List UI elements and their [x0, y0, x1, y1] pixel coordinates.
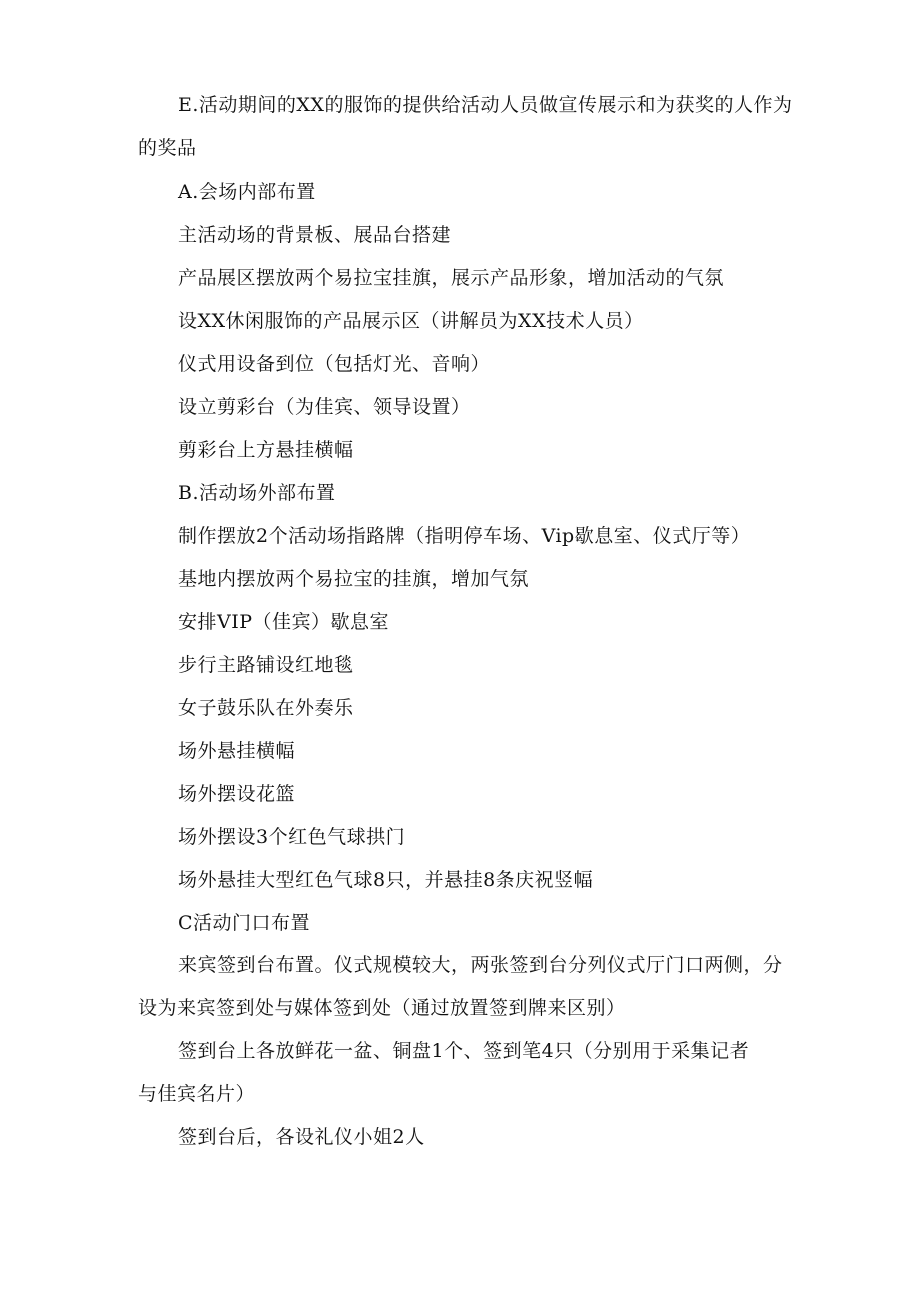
- paragraph-drum-band: 女子鼓乐队在外奏乐: [178, 697, 354, 719]
- paragraph-e-prizes: E.活动期间的XX的服饰的提供给活动人员做宣传展示和为获奖的人作为的奖品: [138, 94, 793, 159]
- paragraph-red-carpet: 步行主路铺设红地毯: [178, 654, 354, 676]
- paragraph-etiquette-staff: 签到台后，各设礼仪小姐2人: [178, 1126, 425, 1148]
- paragraph-signposts: 制作摆放2个活动场指路牌（指明停车场、Vip歇息室、仪式厅等）: [178, 525, 751, 547]
- paragraph-ribbon-stage: 设立剪彩台（为佳宾、领导设置）: [178, 396, 471, 418]
- paragraph-balloon-arches: 场外摆设3个红色气球拱门: [178, 826, 406, 848]
- heading-c-entrance: C活动门口布置: [178, 912, 311, 934]
- paragraph-desk-items: 签到台上各放鲜花一盆、铜盘1个、签到笔4只（分别用于采集记者与佳宾名片）: [138, 1040, 750, 1105]
- paragraph-vip-lounge: 安排VIP（佳宾）歇息室: [178, 611, 390, 633]
- paragraph-giant-balloons: 场外悬挂大型红色气球8只，并悬挂8条庆祝竖幅: [178, 869, 594, 891]
- paragraph-flower-baskets: 场外摆设花篮: [178, 783, 296, 805]
- paragraph-base-banners: 基地内摆放两个易拉宝的挂旗，增加气氛: [178, 568, 530, 590]
- paragraph-showcase-area: 设XX休闲服饰的产品展示区（讲解员为XX技术人员）: [178, 310, 644, 332]
- heading-a-venue-interior: A.会场内部布置: [178, 181, 316, 203]
- heading-b-venue-exterior: B.活动场外部布置: [178, 482, 336, 504]
- paragraph-backdrop: 主活动场的背景板、展品台搭建: [178, 224, 452, 246]
- paragraph-outdoor-banner: 场外悬挂横幅: [178, 740, 296, 762]
- paragraph-stage-banner: 剪彩台上方悬挂横幅: [178, 439, 354, 461]
- paragraph-signin-desks: 来宾签到台布置。仪式规模较大，两张签到台分列仪式厅门口两侧，分设为来宾签到处与媒体签到处（通过放置签到牌来区别）: [138, 954, 783, 1019]
- paragraph-display-banners: 产品展区摆放两个易拉宝挂旗，展示产品形象，增加活动的气氛: [178, 267, 725, 289]
- paragraph-equipment: 仪式用设备到位（包括灯光、音响）: [178, 353, 491, 375]
